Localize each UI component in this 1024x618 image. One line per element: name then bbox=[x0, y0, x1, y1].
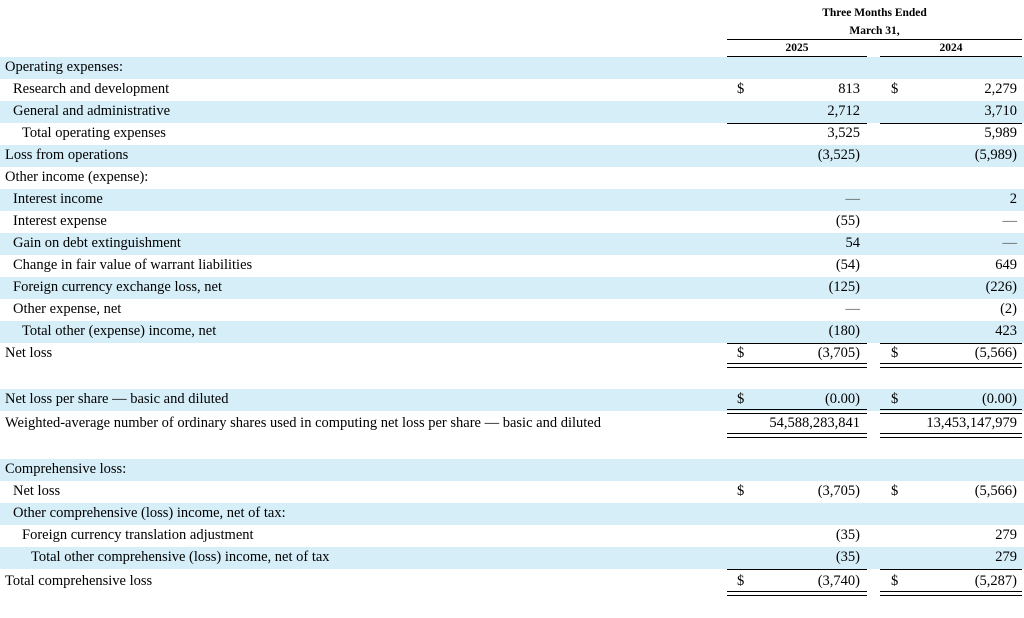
row-label: Other expense, net bbox=[13, 301, 122, 317]
value-2025: (125) bbox=[828, 279, 860, 295]
value-2025: — bbox=[845, 301, 860, 317]
value-2024: 2 bbox=[1009, 191, 1017, 207]
value-2024: — bbox=[1002, 235, 1017, 251]
value-2025: 813 bbox=[838, 81, 860, 97]
value-2025: (3,525) bbox=[817, 147, 860, 163]
statement-row bbox=[0, 123, 1024, 145]
row-label: Weighted-average number of ordinary shares used in computing net loss per share — basic and diluted bbox=[5, 415, 601, 431]
value-2025: (3,705) bbox=[817, 345, 860, 361]
statement-row bbox=[0, 57, 1024, 79]
double-underline bbox=[727, 591, 867, 596]
row-label: Total comprehensive loss bbox=[5, 573, 153, 589]
value-2024: (5,287) bbox=[974, 573, 1017, 589]
row-label: Comprehensive loss: bbox=[5, 461, 127, 477]
value-2024: 279 bbox=[995, 527, 1017, 543]
double-underline bbox=[880, 591, 1022, 596]
dollar-sign: $ bbox=[737, 345, 745, 361]
row-label: Change in fair value of warrant liabilities bbox=[13, 257, 253, 273]
statement-row bbox=[0, 145, 1024, 167]
row-label: Loss from operations bbox=[5, 147, 129, 163]
value-2024: 279 bbox=[995, 549, 1017, 565]
dollar-sign: $ bbox=[737, 81, 745, 97]
value-2024: (0.00) bbox=[981, 391, 1017, 407]
value-2025: (35) bbox=[835, 549, 860, 565]
row-label: Foreign currency exchange loss, net bbox=[13, 279, 222, 295]
statement-row bbox=[0, 413, 1024, 435]
value-2025: (3,705) bbox=[817, 483, 860, 499]
value-2025: (180) bbox=[828, 323, 860, 339]
statement-row bbox=[0, 503, 1024, 525]
row-label: Interest expense bbox=[13, 213, 107, 229]
column-header-2025: 2025 bbox=[785, 42, 809, 54]
header-rule bbox=[727, 39, 1022, 40]
value-2024: — bbox=[1002, 213, 1017, 229]
row-label: Foreign currency translation adjustment bbox=[22, 527, 254, 543]
value-2025: (54) bbox=[835, 257, 860, 273]
value-2024: (5,566) bbox=[974, 483, 1017, 499]
value-2024: 13,453,147,979 bbox=[926, 415, 1017, 431]
row-label: Total operating expenses bbox=[22, 125, 166, 141]
single-underline bbox=[880, 569, 1022, 570]
dollar-sign: $ bbox=[737, 573, 745, 589]
value-2024: 649 bbox=[995, 257, 1017, 273]
statement-row bbox=[0, 343, 1024, 365]
statement-row bbox=[0, 321, 1024, 343]
statement-row bbox=[0, 481, 1024, 503]
statement-row bbox=[0, 101, 1024, 123]
dollar-sign: $ bbox=[891, 483, 899, 499]
value-2024: 2,279 bbox=[984, 81, 1017, 97]
statement-row bbox=[0, 167, 1024, 189]
value-2024: (226) bbox=[985, 279, 1017, 295]
row-label: Other comprehensive (loss) income, net of tax: bbox=[13, 505, 286, 521]
statement-row bbox=[0, 389, 1024, 411]
value-2025: 54,588,283,841 bbox=[769, 415, 860, 431]
dollar-sign: $ bbox=[737, 391, 745, 407]
row-label: Net loss bbox=[13, 483, 61, 499]
statement-row bbox=[0, 459, 1024, 481]
value-2025: (35) bbox=[835, 527, 860, 543]
row-label: Net loss bbox=[5, 345, 53, 361]
value-2025: 2,712 bbox=[827, 103, 860, 119]
row-label: General and administrative bbox=[13, 103, 171, 119]
row-label: Operating expenses: bbox=[5, 59, 123, 75]
row-label: Gain on debt extinguishment bbox=[13, 235, 181, 251]
value-2024: 3,710 bbox=[984, 103, 1017, 119]
value-2024: 423 bbox=[995, 323, 1017, 339]
spacer-row bbox=[0, 365, 1024, 387]
statement-row bbox=[0, 525, 1024, 547]
value-2024: (5,566) bbox=[974, 345, 1017, 361]
statement-row bbox=[0, 79, 1024, 101]
statement-row bbox=[0, 255, 1024, 277]
statement-row bbox=[0, 571, 1024, 593]
value-2024: 5,989 bbox=[984, 125, 1017, 141]
row-label: Total other (expense) income, net bbox=[22, 323, 217, 339]
value-2025: 3,525 bbox=[827, 125, 860, 141]
dollar-sign: $ bbox=[891, 391, 899, 407]
value-2025: (55) bbox=[835, 213, 860, 229]
row-label: Other income (expense): bbox=[5, 169, 149, 185]
statement-row bbox=[0, 547, 1024, 569]
column-header-2024: 2024 bbox=[939, 42, 963, 54]
value-2025: 54 bbox=[845, 235, 860, 251]
value-2024: (2) bbox=[1000, 301, 1017, 317]
value-2025: (0.00) bbox=[824, 391, 860, 407]
statement-row bbox=[0, 211, 1024, 233]
single-underline bbox=[727, 569, 867, 570]
row-label: Total other comprehensive (loss) income, net of tax bbox=[31, 549, 330, 565]
dollar-sign: $ bbox=[891, 345, 899, 361]
value-2025: — bbox=[845, 191, 860, 207]
statement-row bbox=[0, 233, 1024, 255]
value-2024: (5,989) bbox=[974, 147, 1017, 163]
statement-row bbox=[0, 299, 1024, 321]
spacer-row bbox=[0, 435, 1024, 457]
statement-row bbox=[0, 189, 1024, 211]
period-line-2: March 31, bbox=[849, 25, 900, 37]
period-line-1: Three Months Ended bbox=[822, 7, 927, 19]
value-2025: (3,740) bbox=[817, 573, 860, 589]
dollar-sign: $ bbox=[891, 573, 899, 589]
row-label: Interest income bbox=[13, 191, 103, 207]
row-label: Net loss per share — basic and diluted bbox=[5, 391, 229, 407]
row-label: Research and development bbox=[13, 81, 170, 97]
dollar-sign: $ bbox=[891, 81, 899, 97]
dollar-sign: $ bbox=[737, 483, 745, 499]
statement-row bbox=[0, 277, 1024, 299]
